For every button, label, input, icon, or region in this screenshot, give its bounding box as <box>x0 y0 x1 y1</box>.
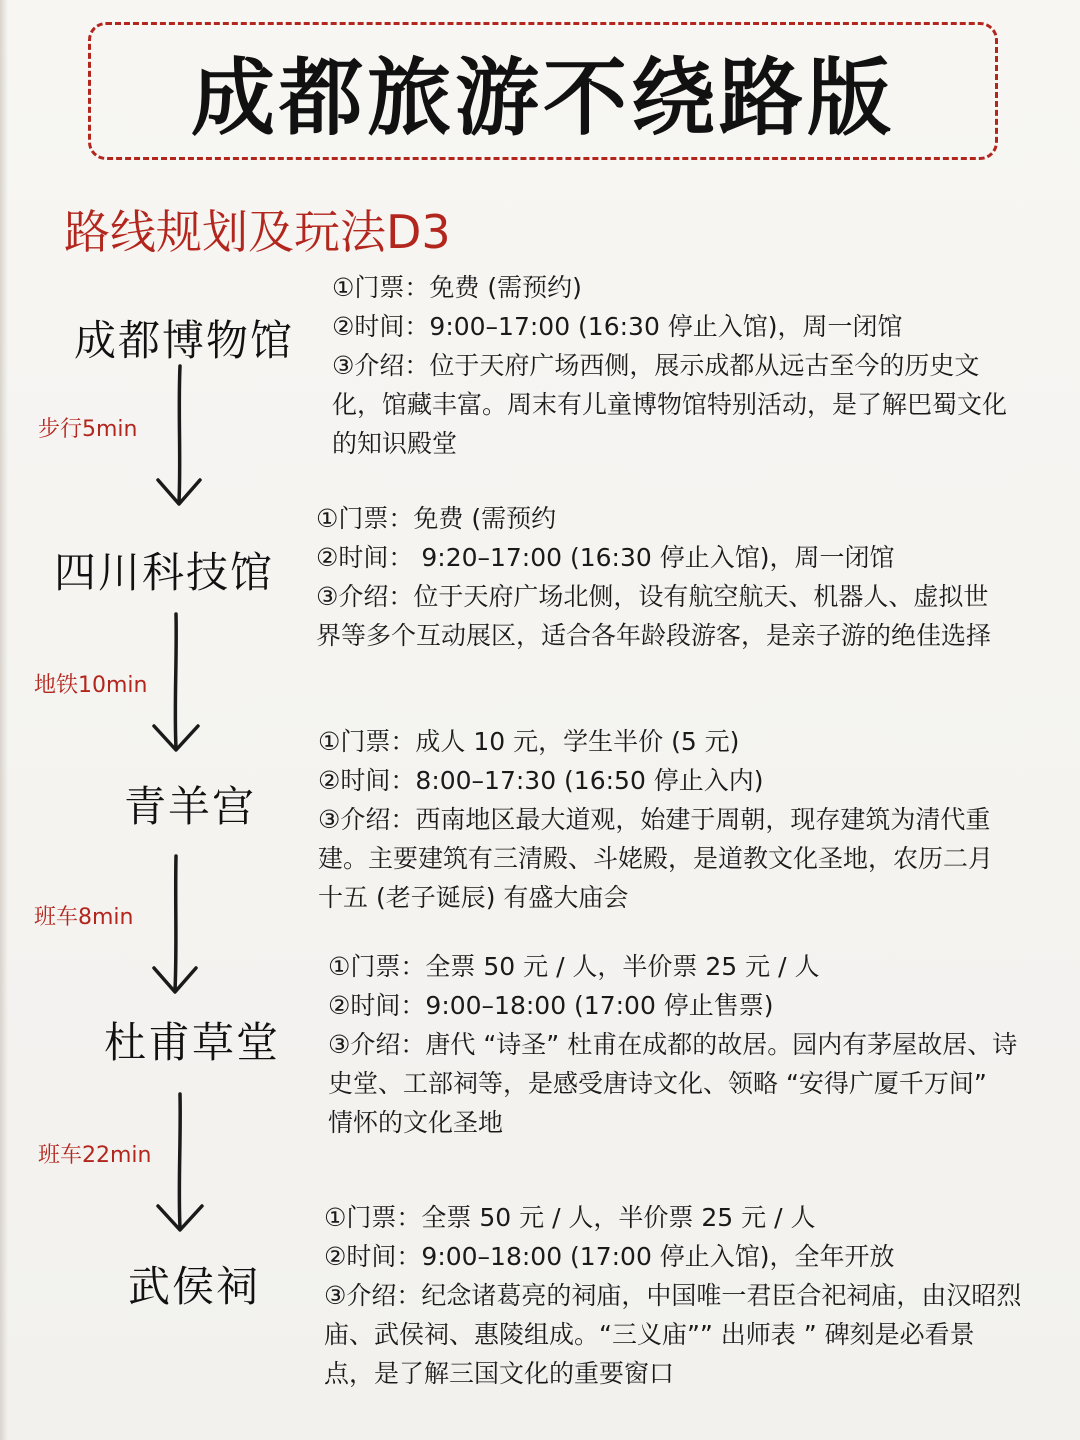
intro-text: ③介绍：位于天府广场西侧，展示成都从远古至今的历史文化，馆藏丰富。周末有儿童博物馆特别活动，是了解巴蜀文化的知识殿堂 <box>332 351 1008 458</box>
hours-text: ②时间： 9:20–17:00 (16:30 停止入馆)，周一闭馆 <box>316 543 895 572</box>
hours-text: ②时间：9:00–18:00 (17:00 停止入馆)，全年开放 <box>324 1242 895 1271</box>
hours-text: ②时间：8:00–17:30 (16:50 停止入内) <box>318 766 764 795</box>
transit-shuttle-long-label: 班车22min <box>38 1143 152 1168</box>
title-frame <box>88 22 998 160</box>
stop-name-sichuan-science-museum: 四川科技馆 <box>54 548 275 597</box>
intro-text: ③介绍：纪念诸葛亮的祠庙，中国唯一君臣合祀祠庙，由汉昭烈庙、武侯祠、惠陵组成。“三义庙”” 出师表 ” 碑刻是必看景点，是了解三国文化的重要窗口 <box>324 1281 1022 1388</box>
transit-walk-label: 步行5min <box>38 417 138 442</box>
stop-info-du-fu-cottage <box>328 947 1018 1142</box>
intro-text: ③介绍：位于天府广场北侧，设有航空航天、机器人、虚拟世界等多个互动展区，适合各年龄段游客，是亲子游的绝佳选择 <box>316 582 992 650</box>
ticket-text: ①门票：免费 (需预约 <box>316 504 557 533</box>
stop-info-chengdu-museum <box>332 268 1022 463</box>
transit-metro-label: 地铁10min <box>34 673 148 698</box>
ticket-text: ①门票：免费 (需预约) <box>332 273 582 302</box>
page-edge-shadow <box>0 0 8 1440</box>
down-arrow-icon <box>150 1090 210 1240</box>
transit-shuttle-label: 班车8min <box>34 905 134 930</box>
ticket-text: ①门票：全票 50 元 / 人，半价票 25 元 / 人 <box>324 1203 816 1232</box>
down-arrow-icon <box>146 852 206 1002</box>
intro-text: ③介绍：唐代 “诗圣” 杜甫在成都的故居。园内有茅屋故居、诗史堂、工部祠等，是感受唐诗文化、领略 “安得广厦千万间” 情怀的文化圣地 <box>328 1030 1018 1137</box>
stop-name-du-fu-cottage: 杜甫草堂 <box>104 1018 281 1067</box>
stop-info-wuhou-shrine <box>324 1198 1024 1393</box>
hours-text: ②时间：9:00–18:00 (17:00 停止售票) <box>328 991 774 1020</box>
stop-name-chengdu-museum: 成都博物馆 <box>74 316 295 365</box>
down-arrow-icon <box>150 362 210 512</box>
route-subtitle: 路线规划及玩法D3 <box>64 205 451 259</box>
stop-name-wuhou-shrine: 武侯祠 <box>128 1262 261 1311</box>
stop-info-sichuan-science-museum <box>316 499 1006 655</box>
hours-text: ②时间：9:00–17:00 (16:30 停止入馆)，周一闭馆 <box>332 312 903 341</box>
ticket-text: ①门票：成人 10 元，学生半价 (5 元) <box>318 727 740 756</box>
ticket-text: ①门票：全票 50 元 / 人，半价票 25 元 / 人 <box>328 952 820 981</box>
page-title: 成都旅游不绕路版 <box>190 48 895 147</box>
down-arrow-icon <box>146 610 206 760</box>
intro-text: ③介绍：西南地区最大道观，始建于周朝，现存建筑为清代重建。主要建筑有三清殿、斗姥殿，是道教文化圣地，农历二月十五 (老子诞辰) 有盛大庙会 <box>318 805 994 912</box>
stop-name-qingyang-palace: 青羊宫 <box>124 782 257 831</box>
stop-info-qingyang-palace <box>318 722 998 917</box>
